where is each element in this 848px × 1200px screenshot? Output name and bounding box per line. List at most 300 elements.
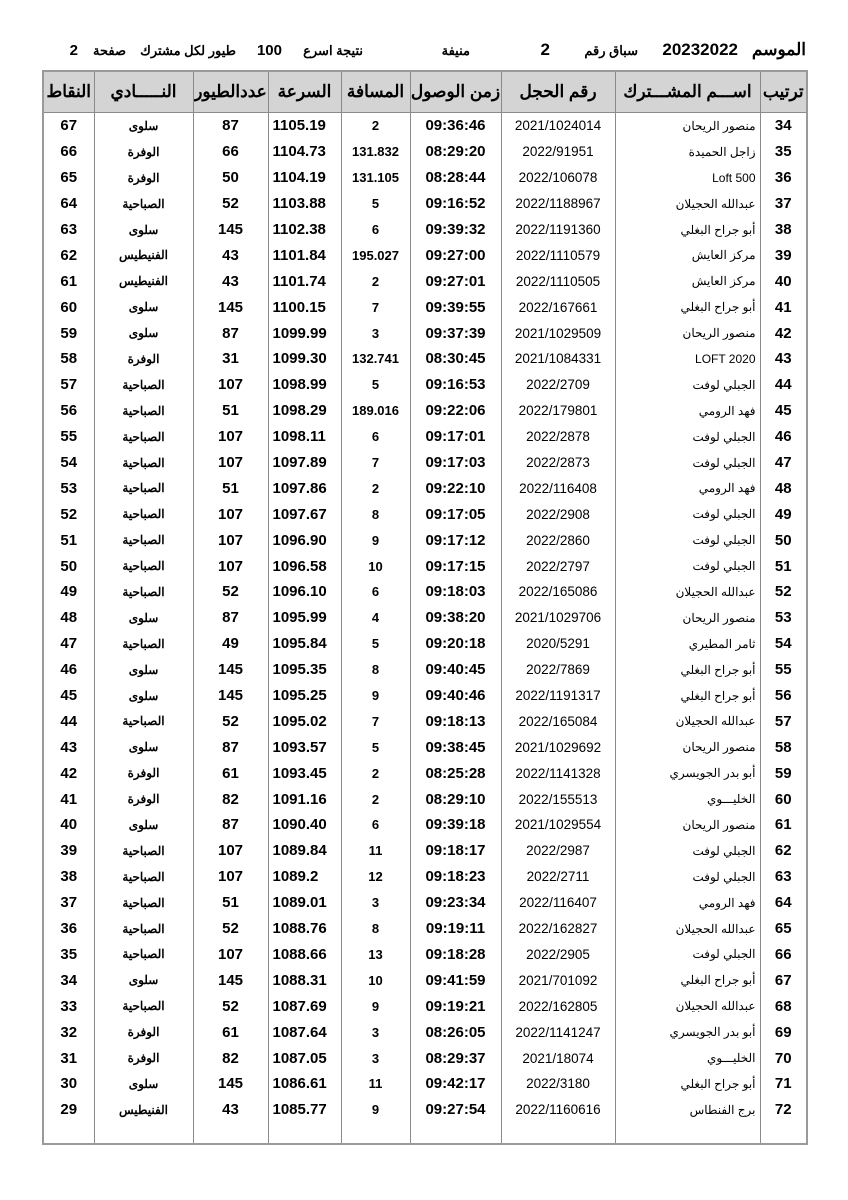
distance-cell: 7: [341, 294, 410, 320]
distance-cell: 7: [341, 450, 410, 476]
empty-cell: [501, 1123, 615, 1144]
ring-cell: 2022/116408: [501, 475, 615, 501]
club-cell: الصباحية: [94, 372, 193, 398]
empty-cell: [615, 1123, 760, 1144]
speed-cell: 1097.67: [268, 501, 341, 527]
rank-cell: 37: [760, 191, 807, 217]
col-speed: السرعة: [268, 71, 341, 113]
page-number: 2: [69, 42, 78, 59]
table-row: [43, 657, 807, 683]
points-cell: 50: [43, 553, 94, 579]
points-cell: 40: [43, 812, 94, 838]
rank-cell: 69: [760, 1019, 807, 1045]
distance-cell: 2: [341, 786, 410, 812]
club-cell: الصباحية: [94, 942, 193, 968]
empty-cell: [268, 1123, 341, 1144]
bird-count-cell: 145: [193, 657, 268, 683]
arrival-time-cell: 09:39:55: [410, 294, 501, 320]
points-cell: 42: [43, 760, 94, 786]
table-row: [43, 942, 807, 968]
table-row: [43, 268, 807, 294]
ring-cell: 2022/91951: [501, 139, 615, 165]
rank-cell: 57: [760, 708, 807, 734]
table-row: [43, 191, 807, 217]
ring-cell: 2022/2860: [501, 527, 615, 553]
club-cell: سلوى: [94, 605, 193, 631]
participant-cell: منصور الريحان: [615, 113, 760, 139]
bird-count-cell: 51: [193, 398, 268, 424]
speed-cell: 1093.45: [268, 760, 341, 786]
arrival-time-cell: 09:16:52: [410, 191, 501, 217]
speed-cell: 1103.88: [268, 191, 341, 217]
ring-cell: 2022/162827: [501, 916, 615, 942]
rank-cell: 60: [760, 786, 807, 812]
speed-cell: 1090.40: [268, 812, 341, 838]
arrival-time-cell: 08:30:45: [410, 346, 501, 372]
rank-cell: 55: [760, 657, 807, 683]
table-row: [43, 424, 807, 450]
distance-cell: 131.105: [341, 165, 410, 191]
distance-cell: 2: [341, 475, 410, 501]
distance-cell: 132.741: [341, 346, 410, 372]
points-cell: 55: [43, 424, 94, 450]
table-row: [43, 890, 807, 916]
participant-cell: الجبلي لوفت: [615, 942, 760, 968]
club-cell: الصباحية: [94, 838, 193, 864]
arrival-time-cell: 09:20:18: [410, 631, 501, 657]
bird-count-cell: 107: [193, 864, 268, 890]
speed-cell: 1088.31: [268, 967, 341, 993]
club-cell: الوفرة: [94, 165, 193, 191]
season-value: 20232022: [662, 40, 738, 59]
table-row: [43, 1019, 807, 1045]
rank-cell: 42: [760, 320, 807, 346]
rank-cell: 38: [760, 217, 807, 243]
bird-count-cell: 87: [193, 734, 268, 760]
rank-cell: 44: [760, 372, 807, 398]
participant-cell: أبو بدر الجويسري: [615, 1019, 760, 1045]
rank-cell: 35: [760, 139, 807, 165]
club-cell: سلوى: [94, 734, 193, 760]
club-cell: الصباحية: [94, 475, 193, 501]
participant-cell: أبو جراح البغلي: [615, 683, 760, 709]
arrival-time-cell: 09:18:28: [410, 942, 501, 968]
ring-cell: 2021/1084331: [501, 346, 615, 372]
ring-cell: 2022/2905: [501, 942, 615, 968]
speed-cell: 1105.19: [268, 113, 341, 139]
distance-cell: 9: [341, 527, 410, 553]
participant-cell: الجبلي لوفت: [615, 424, 760, 450]
distance-cell: 5: [341, 631, 410, 657]
points-cell: 52: [43, 501, 94, 527]
club-cell: الوفرة: [94, 786, 193, 812]
club-cell: الصباحية: [94, 631, 193, 657]
rank-cell: 64: [760, 890, 807, 916]
speed-cell: 1101.74: [268, 268, 341, 294]
bird-count-cell: 87: [193, 605, 268, 631]
speed-cell: 1085.77: [268, 1097, 341, 1123]
participant-cell: عبدالله الحجيلان: [615, 993, 760, 1019]
rank-cell: 59: [760, 760, 807, 786]
distance-cell: 10: [341, 967, 410, 993]
arrival-time-cell: 09:23:34: [410, 890, 501, 916]
bird-count-cell: 51: [193, 475, 268, 501]
points-cell: 60: [43, 294, 94, 320]
ring-cell: 2022/2797: [501, 553, 615, 579]
bird-count-cell: 107: [193, 424, 268, 450]
bird-count-cell: 82: [193, 786, 268, 812]
arrival-time-cell: 09:40:46: [410, 683, 501, 709]
participant-cell: Loft 500: [615, 165, 760, 191]
speed-cell: 1097.89: [268, 450, 341, 476]
bird-count-cell: 107: [193, 372, 268, 398]
participant-cell: عبدالله الحجيلان: [615, 579, 760, 605]
ring-cell: 2022/1191317: [501, 683, 615, 709]
club-cell: الصباحية: [94, 527, 193, 553]
points-cell: 64: [43, 191, 94, 217]
points-cell: 31: [43, 1045, 94, 1071]
arrival-time-cell: 08:26:05: [410, 1019, 501, 1045]
participant-cell: الجبلي لوفت: [615, 527, 760, 553]
arrival-time-cell: 09:22:06: [410, 398, 501, 424]
table-row: [43, 967, 807, 993]
participant-cell: أبو جراح البغلي: [615, 217, 760, 243]
participant-cell: منصور الريحان: [615, 320, 760, 346]
ring-cell: 2022/1188967: [501, 191, 615, 217]
speed-cell: 1104.19: [268, 165, 341, 191]
distance-cell: 12: [341, 864, 410, 890]
race-location: منيفة: [441, 43, 470, 58]
distance-cell: 5: [341, 372, 410, 398]
speed-cell: 1101.84: [268, 242, 341, 268]
arrival-time-cell: 08:29:20: [410, 139, 501, 165]
participant-cell: عبدالله الحجيلان: [615, 191, 760, 217]
participant-cell: برج الفنطاس: [615, 1097, 760, 1123]
per-participant-label: طيور لكل مشترك: [140, 43, 236, 58]
rank-cell: 54: [760, 631, 807, 657]
arrival-time-cell: 09:39:32: [410, 217, 501, 243]
rank-cell: 67: [760, 967, 807, 993]
speed-cell: 1095.25: [268, 683, 341, 709]
club-cell: سلوى: [94, 294, 193, 320]
club-cell: سلوى: [94, 683, 193, 709]
arrival-time-cell: 09:19:11: [410, 916, 501, 942]
bird-count-cell: 61: [193, 1019, 268, 1045]
table-row: [43, 993, 807, 1019]
table-row: [43, 579, 807, 605]
participant-cell: منصور الريحان: [615, 734, 760, 760]
speed-cell: 1089.2: [268, 864, 341, 890]
club-cell: الصباحية: [94, 890, 193, 916]
speed-cell: 1096.90: [268, 527, 341, 553]
rank-cell: 34: [760, 113, 807, 139]
rank-cell: 68: [760, 993, 807, 1019]
distance-cell: 6: [341, 217, 410, 243]
ring-cell: 2022/116407: [501, 890, 615, 916]
points-cell: 34: [43, 967, 94, 993]
arrival-time-cell: 09:41:59: [410, 967, 501, 993]
race-number: 2: [540, 40, 550, 59]
table-row: [43, 475, 807, 501]
empty-cell: [760, 1123, 807, 1144]
bird-count-cell: 87: [193, 113, 268, 139]
table-row: [43, 605, 807, 631]
club-cell: الصباحية: [94, 708, 193, 734]
ring-cell: 2022/2987: [501, 838, 615, 864]
speed-cell: 1087.05: [268, 1045, 341, 1071]
distance-cell: 5: [341, 734, 410, 760]
club-cell: الفنيطيس: [94, 1097, 193, 1123]
club-cell: الوفرة: [94, 1019, 193, 1045]
ring-cell: 2022/1141328: [501, 760, 615, 786]
empty-cell: [94, 1123, 193, 1144]
ring-cell: 2022/1110579: [501, 242, 615, 268]
arrival-time-cell: 09:18:17: [410, 838, 501, 864]
col-distance: المسافة: [341, 71, 410, 113]
points-cell: 63: [43, 217, 94, 243]
participant-cell: أبو جراح البغلي: [615, 967, 760, 993]
arrival-time-cell: 09:27:00: [410, 242, 501, 268]
ring-cell: 2022/2709: [501, 372, 615, 398]
col-points: النقاط: [43, 71, 94, 113]
ring-cell: 2022/1191360: [501, 217, 615, 243]
ring-cell: 2021/18074: [501, 1045, 615, 1071]
page-label: صفحة: [93, 43, 126, 58]
speed-cell: 1088.66: [268, 942, 341, 968]
points-cell: 36: [43, 916, 94, 942]
distance-cell: 2: [341, 760, 410, 786]
distance-cell: 11: [341, 838, 410, 864]
bird-count-cell: 145: [193, 967, 268, 993]
distance-cell: 11: [341, 1071, 410, 1097]
speed-cell: 1086.61: [268, 1071, 341, 1097]
participant-cell: عبدالله الحجيلان: [615, 916, 760, 942]
distance-cell: 3: [341, 320, 410, 346]
table-row: [43, 734, 807, 760]
result-label: نتيجة اسرع: [303, 43, 363, 58]
arrival-time-cell: 09:36:46: [410, 113, 501, 139]
bird-count-cell: 107: [193, 450, 268, 476]
rank-cell: 43: [760, 346, 807, 372]
table-row: [43, 553, 807, 579]
distance-cell: 8: [341, 657, 410, 683]
ring-cell: 2021/1029554: [501, 812, 615, 838]
points-cell: 57: [43, 372, 94, 398]
club-cell: الصباحية: [94, 864, 193, 890]
distance-cell: 6: [341, 812, 410, 838]
distance-cell: 4: [341, 605, 410, 631]
rank-cell: 56: [760, 683, 807, 709]
bird-count-cell: 51: [193, 890, 268, 916]
arrival-time-cell: 09:19:21: [410, 993, 501, 1019]
bird-count-cell: 52: [193, 916, 268, 942]
ring-cell: 2022/179801: [501, 398, 615, 424]
participant-cell: الجبلي لوفت: [615, 450, 760, 476]
col-participant: اســـم المشـــترك: [615, 71, 760, 113]
arrival-time-cell: 09:42:17: [410, 1071, 501, 1097]
rank-cell: 45: [760, 398, 807, 424]
ring-cell: 2022/162805: [501, 993, 615, 1019]
club-cell: الصباحية: [94, 916, 193, 942]
points-cell: 47: [43, 631, 94, 657]
points-cell: 30: [43, 1071, 94, 1097]
ring-cell: 2022/7869: [501, 657, 615, 683]
rank-cell: 66: [760, 942, 807, 968]
col-arrival-time: زمن الوصول: [410, 71, 501, 113]
club-cell: الصباحية: [94, 553, 193, 579]
ring-cell: 2021/1029692: [501, 734, 615, 760]
participant-cell: فهد الرومي: [615, 890, 760, 916]
participant-cell: منصور الريحان: [615, 605, 760, 631]
rank-cell: 41: [760, 294, 807, 320]
participant-cell: الجبلي لوفت: [615, 838, 760, 864]
table-row: [43, 838, 807, 864]
distance-cell: 189.016: [341, 398, 410, 424]
bird-count-cell: 61: [193, 760, 268, 786]
participant-cell: زاجل الحميدة: [615, 139, 760, 165]
participant-cell: الجبلي لوفت: [615, 553, 760, 579]
distance-cell: 9: [341, 993, 410, 1019]
rank-cell: 36: [760, 165, 807, 191]
distance-cell: 2: [341, 113, 410, 139]
ring-cell: 2021/1029509: [501, 320, 615, 346]
ring-cell: 2021/701092: [501, 967, 615, 993]
arrival-time-cell: 09:17:03: [410, 450, 501, 476]
speed-cell: 1099.99: [268, 320, 341, 346]
bird-count-cell: 66: [193, 139, 268, 165]
rank-cell: 65: [760, 916, 807, 942]
arrival-time-cell: 09:38:45: [410, 734, 501, 760]
points-cell: 48: [43, 605, 94, 631]
ring-cell: 2022/3180: [501, 1071, 615, 1097]
ring-cell: 2022/167661: [501, 294, 615, 320]
points-cell: 62: [43, 242, 94, 268]
rank-cell: 39: [760, 242, 807, 268]
speed-cell: 1096.58: [268, 553, 341, 579]
table-row: [43, 501, 807, 527]
club-cell: سلوى: [94, 657, 193, 683]
results-table: [42, 70, 808, 1145]
distance-cell: 9: [341, 1097, 410, 1123]
bird-count-cell: 52: [193, 708, 268, 734]
rank-cell: 46: [760, 424, 807, 450]
race-label: سباق رقم: [584, 43, 638, 58]
participant-cell: ثامر المطيري: [615, 631, 760, 657]
ring-cell: 2022/155513: [501, 786, 615, 812]
arrival-time-cell: 08:29:37: [410, 1045, 501, 1071]
speed-cell: 1100.15: [268, 294, 341, 320]
table-row: [43, 113, 807, 139]
participant-cell: مركز العايش: [615, 268, 760, 294]
speed-cell: 1102.38: [268, 217, 341, 243]
club-cell: الوفرة: [94, 1045, 193, 1071]
club-cell: الصباحية: [94, 450, 193, 476]
table-row: [43, 812, 807, 838]
points-cell: 32: [43, 1019, 94, 1045]
ring-cell: 2022/2878: [501, 424, 615, 450]
col-bird-count: عددالطيور: [193, 71, 268, 113]
table-row: [43, 527, 807, 553]
table-row: [43, 786, 807, 812]
points-cell: 51: [43, 527, 94, 553]
table-row: [43, 450, 807, 476]
participant-cell: الجبلي لوفت: [615, 864, 760, 890]
points-cell: 56: [43, 398, 94, 424]
club-cell: سلوى: [94, 812, 193, 838]
arrival-time-cell: 09:27:01: [410, 268, 501, 294]
bird-count-cell: 50: [193, 165, 268, 191]
arrival-time-cell: 08:25:28: [410, 760, 501, 786]
speed-cell: 1087.64: [268, 1019, 341, 1045]
club-cell: الوفرة: [94, 760, 193, 786]
arrival-time-cell: 09:18:13: [410, 708, 501, 734]
club-cell: الصباحية: [94, 579, 193, 605]
bird-count-cell: 31: [193, 346, 268, 372]
season-label: الموسم: [751, 40, 806, 59]
club-cell: الوفرة: [94, 139, 193, 165]
ring-cell: 2020/5291: [501, 631, 615, 657]
bird-count-cell: 145: [193, 683, 268, 709]
table-filler-row: [43, 1123, 807, 1144]
bird-count-cell: 52: [193, 993, 268, 1019]
rank-cell: 47: [760, 450, 807, 476]
points-cell: 44: [43, 708, 94, 734]
empty-cell: [341, 1123, 410, 1144]
table-row: [43, 398, 807, 424]
arrival-time-cell: 09:16:53: [410, 372, 501, 398]
distance-cell: 6: [341, 424, 410, 450]
participant-cell: الخليـــوي: [615, 1045, 760, 1071]
speed-cell: 1098.11: [268, 424, 341, 450]
bird-count-cell: 43: [193, 1097, 268, 1123]
speed-cell: 1087.69: [268, 993, 341, 1019]
club-cell: الفنيطيس: [94, 242, 193, 268]
distance-cell: 9: [341, 683, 410, 709]
participant-cell: الجبلي لوفت: [615, 372, 760, 398]
arrival-time-cell: 09:17:01: [410, 424, 501, 450]
distance-cell: 8: [341, 501, 410, 527]
bird-count-cell: 107: [193, 838, 268, 864]
speed-cell: 1097.86: [268, 475, 341, 501]
bird-count-cell: 107: [193, 527, 268, 553]
speed-cell: 1089.84: [268, 838, 341, 864]
ring-cell: 2022/1141247: [501, 1019, 615, 1045]
arrival-time-cell: 09:38:20: [410, 605, 501, 631]
table-row: [43, 864, 807, 890]
points-cell: 43: [43, 734, 94, 760]
points-cell: 46: [43, 657, 94, 683]
ring-cell: 2022/2711: [501, 864, 615, 890]
distance-cell: 7: [341, 708, 410, 734]
bird-count-cell: 82: [193, 1045, 268, 1071]
arrival-time-cell: 09:18:03: [410, 579, 501, 605]
empty-cell: [410, 1123, 501, 1144]
ring-cell: 2021/1024014: [501, 113, 615, 139]
rank-cell: 49: [760, 501, 807, 527]
club-cell: سلوى: [94, 113, 193, 139]
rank-cell: 40: [760, 268, 807, 294]
table-row: [43, 320, 807, 346]
club-cell: سلوى: [94, 967, 193, 993]
club-cell: الصباحية: [94, 424, 193, 450]
distance-cell: 3: [341, 1045, 410, 1071]
table-row: [43, 760, 807, 786]
club-cell: الصباحية: [94, 191, 193, 217]
participant-cell: الجبلي لوفت: [615, 501, 760, 527]
distance-cell: 10: [341, 553, 410, 579]
table-row: [43, 372, 807, 398]
table-header-row: [43, 71, 807, 113]
